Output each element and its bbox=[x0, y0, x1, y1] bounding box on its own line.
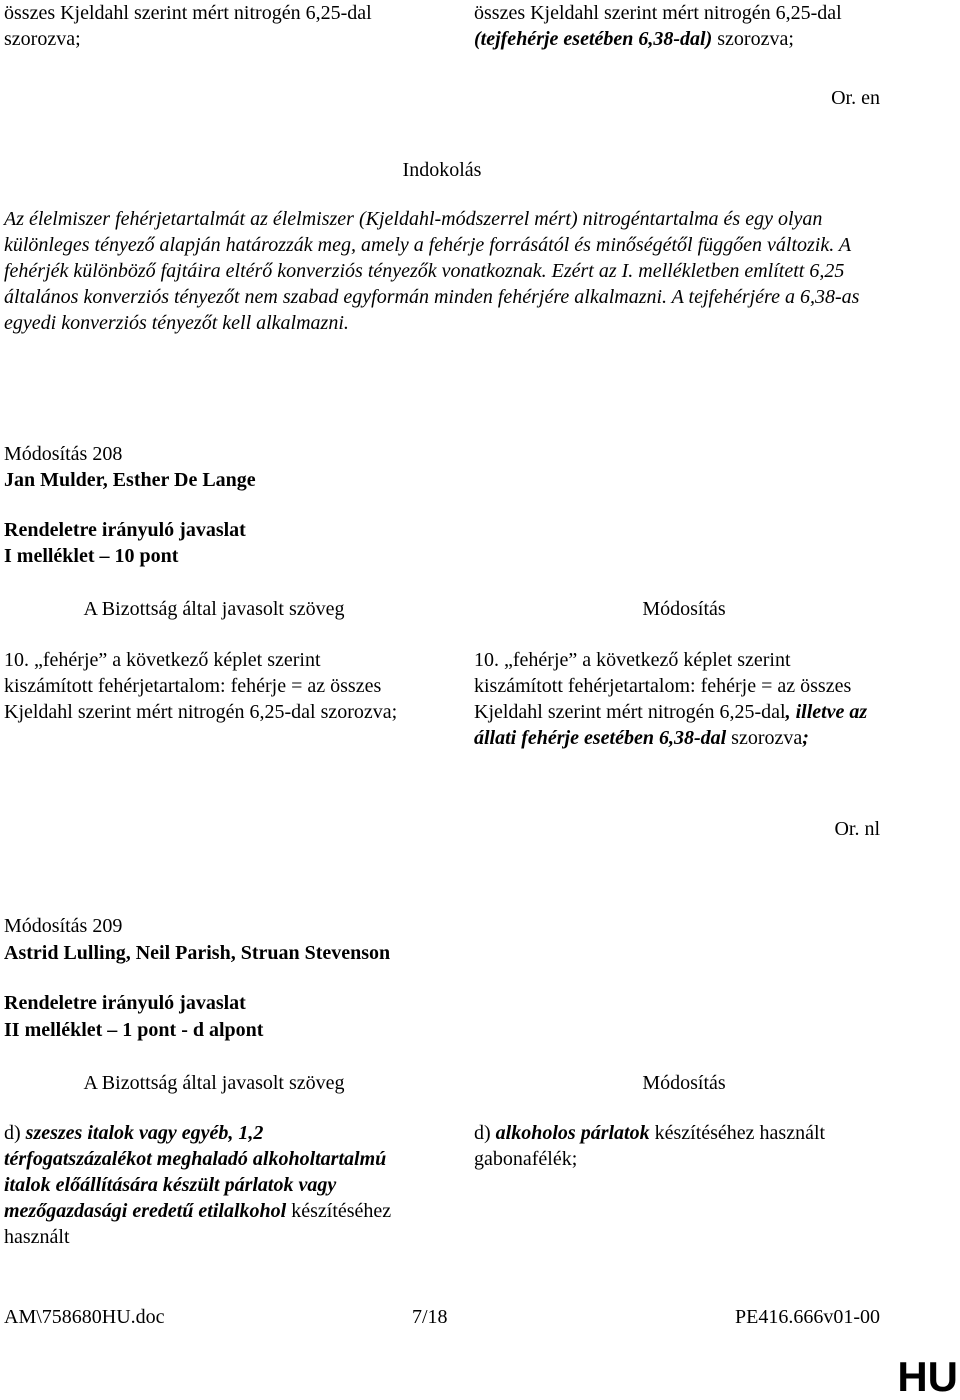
prev-left-text: összes Kjeldahl szerint mért nitrogén 6,25-dal szorozva; bbox=[4, 2, 372, 50]
amendment-209-reference: II melléklet – 1 pont - d alpont bbox=[4, 1019, 264, 1041]
amendment-209-title bbox=[4, 913, 122, 939]
amendment-209-head-commission: A Bizottság által javasolt szöveg bbox=[83, 1072, 345, 1094]
justification-text: Az élelmiszer fehérjetartalmát az élelmiszer (Kjeldahl-módszerrel mért) nitrogéntartalma és egy olyan különleges tényező alapján határozzák meg, amely a fehérje forrásától és minőségétől függően változik. A fehérjék különböző fajtáira eltérő konverziós tényezők vonatkoznak. Ezért az I. mellékletben említett 6,25 általános konverziós tényezőt nem szabad egyformán minden fehérjére alkalmazni. A tejfehérjére a 6,38-as egyedi konverziós tényezőt kell alkalmazni. bbox=[4, 208, 860, 334]
amendment-208-head-commission: A Bizottság által javasolt szöveg bbox=[83, 598, 345, 620]
amendment-208-title bbox=[4, 441, 122, 467]
footer-page-number: 7/18 bbox=[412, 1306, 448, 1328]
justification-heading: Indokolás bbox=[402, 159, 482, 181]
footer-language-code: HU bbox=[897, 1353, 958, 1400]
amendment-208-amendment-text bbox=[474, 647, 874, 751]
footer-doc-ref: AM\758680HU.doc bbox=[4, 1306, 165, 1328]
amendment-209-commission-text-c: készítéséhez használt bbox=[4, 1200, 392, 1248]
prev-right-text bbox=[474, 0, 894, 52]
amendment-209-amendment-text-c: készítéséhez használt gabonafélék; bbox=[474, 1122, 826, 1170]
amendment-209-amendment-text-a: d) bbox=[474, 1122, 496, 1144]
amendment-208-authors: Jan Mulder, Esther De Lange bbox=[4, 469, 256, 491]
amendment-208-amendment-text-a: 10. „fehérje” a következő képlet szerint kiszámított fehérjetartalom: fehérje = az összes Kjeldahl szerint mért nitrogén 6,25-dal bbox=[474, 649, 852, 723]
amendment-208-head-amendment: Módosítás bbox=[642, 598, 726, 620]
amendment-209-proposal: Rendeletre irányuló javaslat bbox=[4, 992, 246, 1014]
amendment-208-amendment-text-d: ; bbox=[802, 727, 809, 749]
amendment-209-head-amendment: Módosítás bbox=[642, 1072, 726, 1094]
amendment-208-amendment-text-c: szorozva bbox=[726, 727, 803, 749]
amendment-208-label: Módosítás 208 bbox=[4, 443, 123, 465]
amendment-209-commission-text bbox=[4, 1120, 396, 1250]
original-language-en: Or. en bbox=[831, 87, 880, 109]
amendment-209-commission-text-a: d) bbox=[4, 1122, 26, 1144]
amendment-209-commission-emph: szeszes italok vagy egyéb, 1,2 térfogatszázalékot meghaladó alkoholtartalmú italok előállítására készült párlatok vagy mezőgazdasági eredetű etilalkohol bbox=[4, 1122, 387, 1222]
amendment-209-amendment-text bbox=[474, 1120, 874, 1172]
prev-right-text-a: összes Kjeldahl szerint mért nitrogén 6,25-dal bbox=[474, 2, 842, 24]
amendment-209-authors: Astrid Lulling, Neil Parish, Struan Stevenson bbox=[4, 942, 391, 964]
original-language-nl: Or. nl bbox=[834, 818, 880, 840]
prev-right-text-emph: (tejfehérje esetében 6,38-dal) bbox=[474, 28, 713, 50]
prev-right-text-c: szorozva; bbox=[712, 28, 794, 50]
amendment-208-commission-text: 10. „fehérje” a következő képlet szerint kiszámított fehérjetartalom: fehérje = az összes Kjeldahl szerint mért nitrogén 6,25-dal szorozva; bbox=[4, 649, 398, 723]
amendment-209-label: Módosítás 209 bbox=[4, 915, 123, 937]
footer-pe-ref: PE416.666v01-00 bbox=[735, 1306, 880, 1328]
amendment-209-amendment-emph: alkoholos párlatok bbox=[495, 1122, 650, 1144]
amendment-208-proposal: Rendeletre irányuló javaslat bbox=[4, 519, 246, 541]
amendment-208-reference: I melléklet – 10 pont bbox=[4, 545, 179, 567]
amendment-208-amendment-emph: , illetve az állati fehérje esetében 6,38-dal bbox=[474, 701, 868, 749]
